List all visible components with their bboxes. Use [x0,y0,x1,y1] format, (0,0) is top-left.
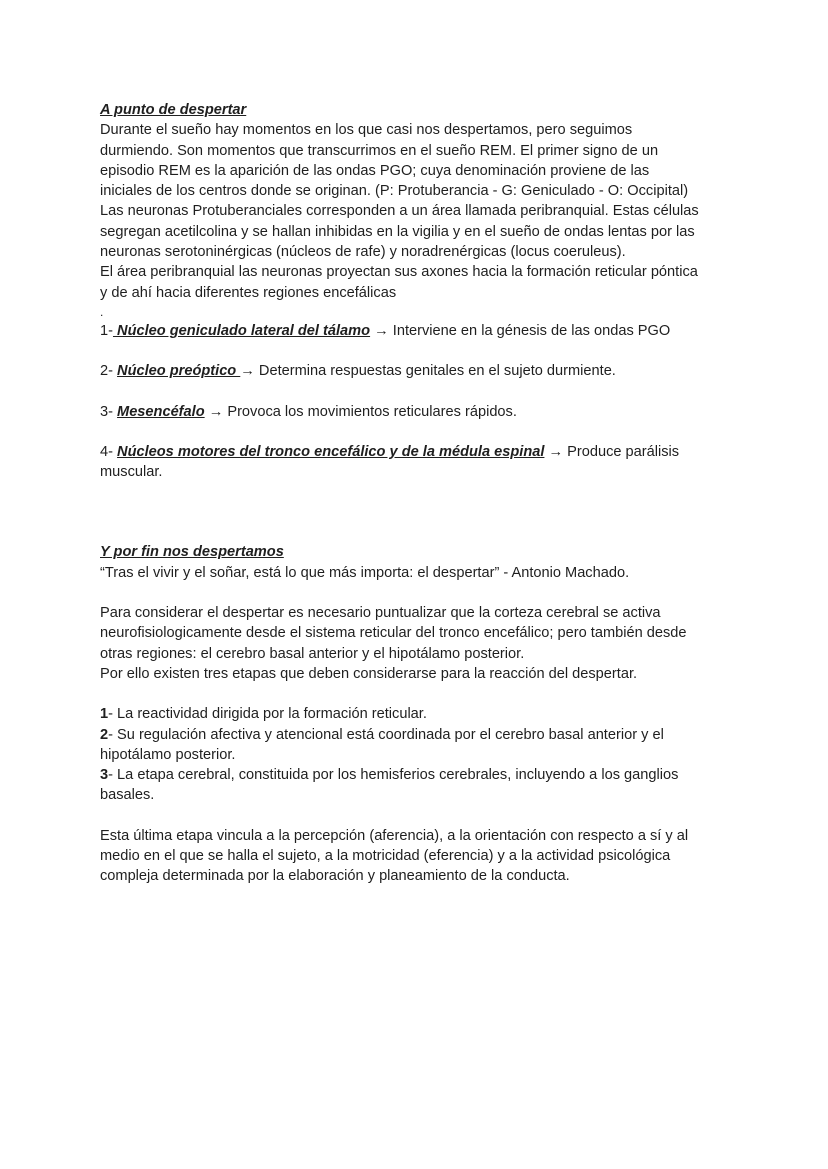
stage-item-2-continuation: hipotálamo posterior. [100,746,236,763]
item-term: Núcleos motores del tronco encefálico y de la médula espinal [117,443,545,460]
paragraph-line: Las neuronas Protuberanciales corresponden a un área llamada peribranquial. Estas células [100,203,699,220]
list-item-2 [100,361,740,381]
item-description: → Provoca los movimientos reticulares rápidos. [204,403,517,420]
item-term: Mesencéfalo [117,403,205,420]
paragraph-line: segregan acetilcolina y se hallan inhibidas en la vigilia y en el sueño de ondas lentas por las [100,223,695,240]
stage-text: - La etapa cerebral, constituida por los hemisferios cerebrales, incluyendo a los ganglios [108,767,679,784]
item-description: → Determina respuestas genitales en el sujeto durmiente. [240,363,616,380]
stage-number: 3 [100,767,109,784]
stray-dot: . [100,304,104,319]
paragraph-line: episodio REM es la aparición de las ondas PGO; cuya denominación proviene de las [100,162,650,179]
intro-paragraph [100,120,740,303]
paragraph-line: neuronas serotoninérgicas (núcleos de rafe) y noradrenérgicas (locus coeruleus). [100,244,626,261]
section-title-despertamos: Y por fin nos despertamos [100,544,284,561]
item-number: 1- [100,322,113,339]
list-item-1 [100,321,740,341]
item-term: Núcleo geniculado lateral del tálamo [112,322,371,339]
stages-list [100,704,740,805]
item-number: 3- [100,403,118,420]
list-item-4 [100,442,740,462]
stage-number: 1 [100,706,109,723]
paragraph-line: iniciales de los centros donde se originan. (P: Protuberancia - G: Geniculado - O: Occipital) [100,183,689,200]
paragraph-line: neurofisiologicamente desde el sistema reticular del tronco encefálico; pero también desde [100,625,687,642]
paragraph-line: otras regiones: el cerebro basal anterior y el hipotálamo posterior. [100,645,525,662]
document-page [100,100,740,887]
paragraph-line: y de ahí hacia diferentes regiones encefálicas [100,284,397,301]
paragraph-line: Por ello existen tres etapas que deben considerarse para la reacción del despertar. [100,665,638,682]
stage-item-3-continuation: basales. [100,787,155,804]
paragraph-line: Durante el sueño hay momentos en los que casi nos despertamos, pero seguimos [100,122,633,139]
item-term: Núcleo preóptico [117,363,241,380]
stage-number: 2 [100,726,109,743]
paragraph-despertar [100,603,740,684]
paragraph-line: Esta última etapa vincula a la percepción (aferencia), a la orientación con respecto a sí y al [100,827,689,844]
item-description: → Interviene en la génesis de las ondas PGO [370,322,671,339]
paragraph-line: Para considerar el despertar es necesario puntualizar que la corteza cerebral se activa [100,605,661,622]
stage-text: - Su regulación afectiva y atencional está coordinada por el cerebro basal anterior y el [108,726,664,743]
stage-item-3 [100,765,740,785]
stage-text: - La reactividad dirigida por la formación reticular. [108,706,427,723]
paragraph-line: El área peribranquial las neuronas proyectan sus axones hacia la formación reticular póntica [100,264,698,281]
item-number: 2- [100,363,118,380]
item-number: 4- [100,443,118,460]
paragraph-ultima-etapa [100,826,740,887]
paragraph-line: durmiendo. Son momentos que transcurrimos en el sueño REM. El primer signo de un [100,142,659,159]
section-title-despertar: A punto de despertar [100,102,247,118]
paragraph-line: medio en el que se halla el sujeto, a la motricidad (eferencia) y a la actividad psicológica [100,848,671,865]
paragraph-line: compleja determinada por la elaboración y planeamiento de la conducta. [100,868,570,885]
list-item-3 [100,402,740,422]
list-item-4-continuation: muscular. [100,464,163,481]
quote: “Tras el vivir y el soñar, está lo que más importa: el despertar” - Antonio Machado. [100,564,630,581]
stage-item-1 [100,704,740,724]
item-description: → Produce parálisis [544,443,680,460]
stage-item-2 [100,725,740,745]
